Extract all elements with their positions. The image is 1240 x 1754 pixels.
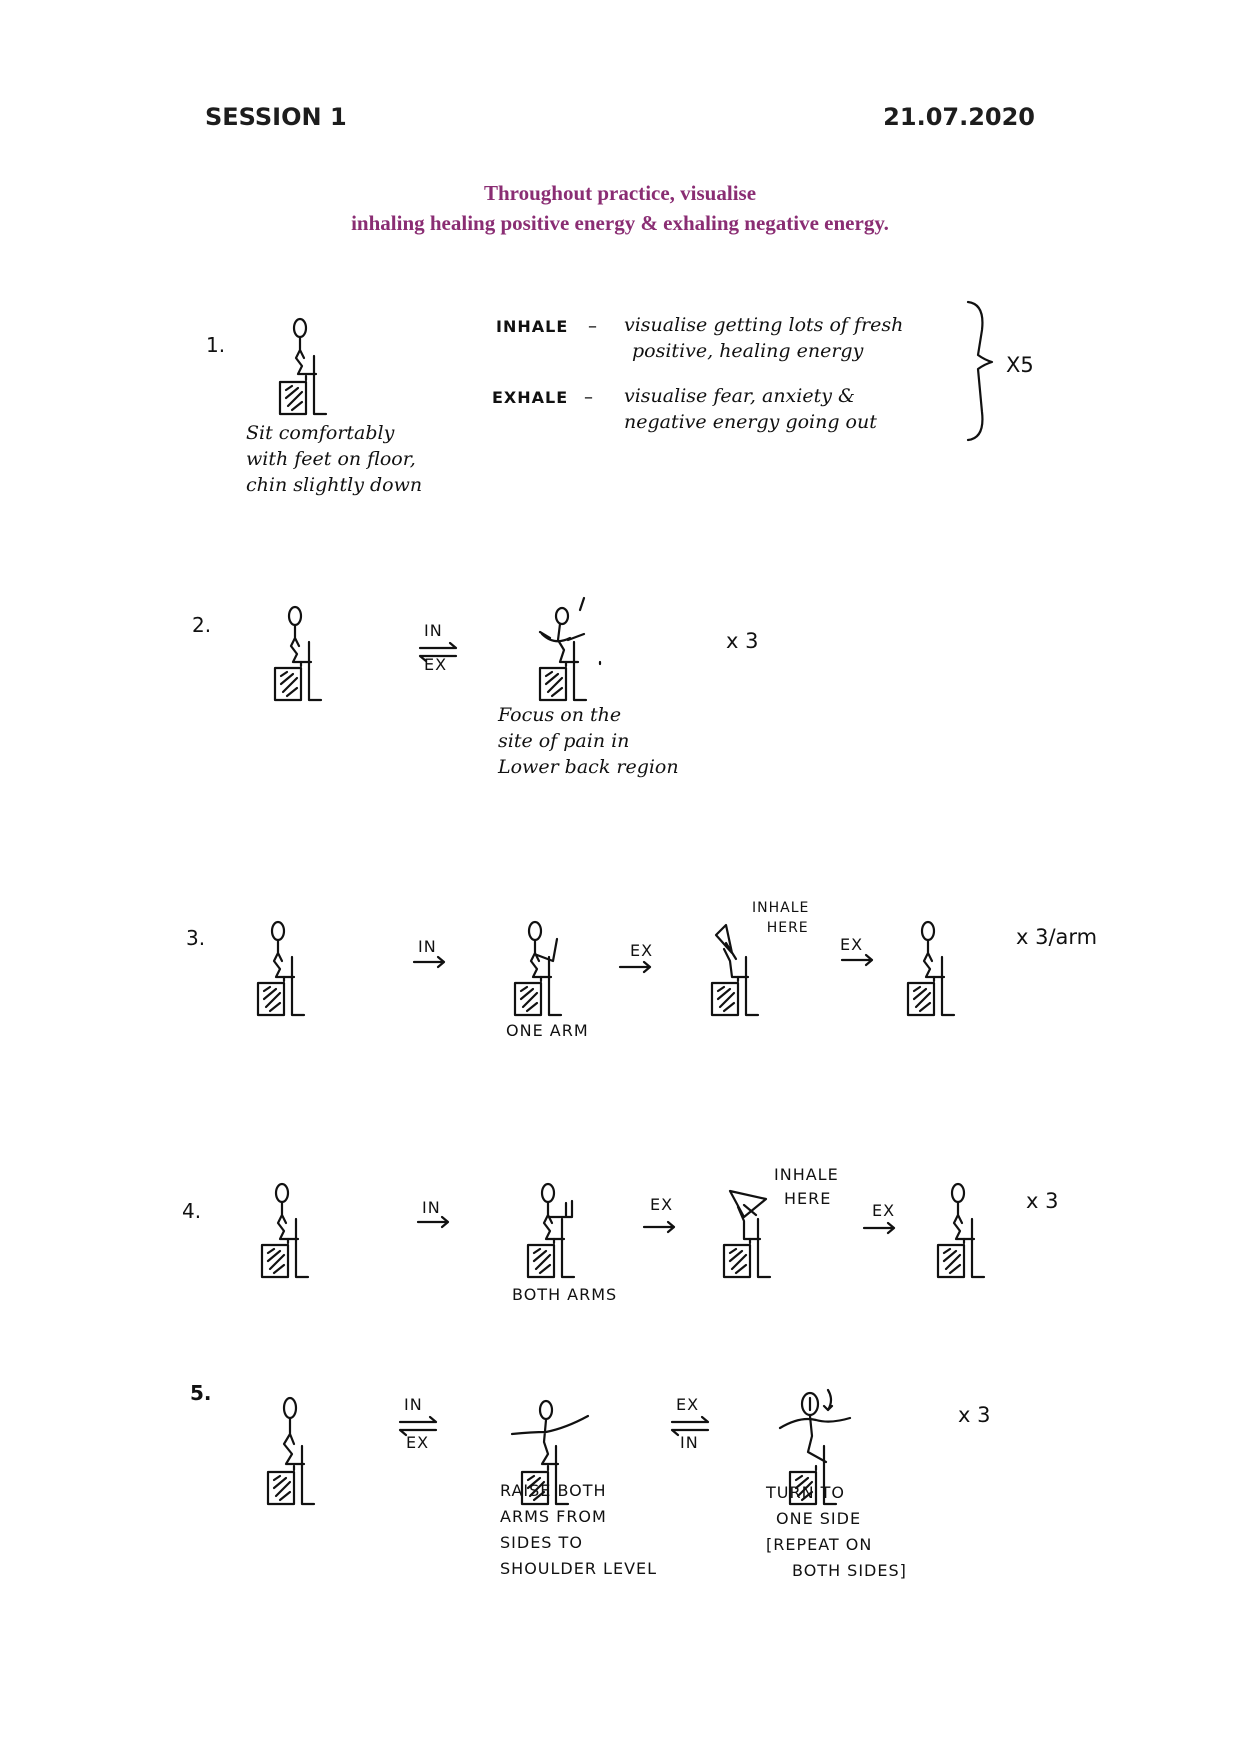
step1-caption <box>246 420 422 498</box>
session-date: 21.07.2020 <box>883 103 1035 131</box>
step1-brace <box>968 302 992 440</box>
step3-figure-3 <box>712 925 758 1015</box>
step3-count: x 3/arm <box>1016 925 1098 949</box>
intro-line-2: inhaling healing positive energy & exhaling negative energy. <box>351 211 889 235</box>
step1-caption-line: Sit comfortably <box>246 422 395 444</box>
step4-inhale-here-line: HERE <box>784 1189 832 1208</box>
step2-count: x 3 <box>726 629 759 653</box>
step5-arrow-2-ex: EX <box>676 1395 700 1414</box>
step1-inhale-text <box>624 312 903 364</box>
step5-caption-raise-line: RAISE BOTH <box>500 1481 607 1500</box>
step3-figure-2 <box>515 922 561 1015</box>
step1-exhale-label: EXHALE <box>492 388 569 407</box>
step4-arrow-2 <box>644 1222 674 1232</box>
step4-arrow-in: IN <box>422 1198 441 1217</box>
step4-figure-1 <box>262 1184 308 1277</box>
step4-inhale-here <box>774 1163 839 1211</box>
step1-caption-line: with feet on floor, <box>246 448 416 470</box>
step5-caption-raise-line: SIDES TO <box>500 1533 583 1552</box>
step5-caption-raise-line: ARMS FROM <box>500 1507 607 1526</box>
step1-inhale-label: INHALE <box>496 317 569 336</box>
step3-number: 3. <box>186 926 206 950</box>
step4-arrow-ex-2: EX <box>872 1201 896 1220</box>
step5-arrow-1-in: IN <box>404 1395 423 1414</box>
step1-inhale-line: positive, healing energy <box>632 340 864 362</box>
step4-number: 4. <box>182 1199 202 1223</box>
intro-line-1: Throughout practice, visualise <box>483 181 757 205</box>
step1-count: X5 <box>1006 353 1034 377</box>
step4-figure-4 <box>938 1184 984 1277</box>
step5-caption-turn-line: BOTH SIDES] <box>792 1561 907 1580</box>
step3-figure-1 <box>258 922 304 1015</box>
step2-caption-line: Lower back region <box>498 756 679 778</box>
step3-arrow-ex-1: EX <box>630 941 654 960</box>
step5-caption-turn <box>766 1480 907 1584</box>
step2-arrow-in: IN <box>424 621 443 640</box>
step5-caption-turn-line: [REPEAT ON <box>766 1535 873 1554</box>
step4-count: x 3 <box>1026 1189 1059 1213</box>
step5-figure-1 <box>268 1398 314 1504</box>
step2-caption-line: site of pain in <box>498 730 630 752</box>
step4-figure-3 <box>724 1191 770 1277</box>
step3-inhale-here-line: INHALE <box>752 900 810 916</box>
step5-arrow-1-ex: EX <box>406 1433 430 1452</box>
step3-caption: ONE ARM <box>506 1021 589 1040</box>
step2-caption <box>498 702 679 780</box>
step4-arrow-3 <box>864 1223 894 1233</box>
step1-inhale-dash: – <box>588 316 597 337</box>
step4-inhale-here-line: INHALE <box>774 1165 839 1184</box>
step3-inhale-here <box>752 898 809 938</box>
step4-arrow-ex-1: EX <box>650 1195 674 1214</box>
step5-caption-turn-line: TURN TO <box>766 1483 846 1502</box>
step1-number: 1. <box>206 333 226 357</box>
step3-arrow-in: IN <box>418 937 437 956</box>
step5-caption-raise <box>500 1478 657 1582</box>
step2-number: 2. <box>192 613 212 637</box>
step5-caption-raise-line: SHOULDER LEVEL <box>500 1559 658 1578</box>
step1-exhale-line: negative energy going out <box>624 411 877 433</box>
step1-exhale-dash: – <box>584 387 593 408</box>
step5-count: x 3 <box>958 1403 991 1427</box>
step5-caption-turn-line: ONE SIDE <box>776 1509 862 1528</box>
step1-caption-line: chin slightly down <box>246 474 423 496</box>
session-title: SESSION 1 <box>205 103 347 131</box>
step1-exhale-line: visualise fear, anxiety & <box>624 385 855 407</box>
step3-figure-4 <box>908 922 954 1015</box>
step5-number: 5. <box>190 1381 212 1405</box>
step2-arrow-ex: EX <box>424 655 448 674</box>
step2-caption-line: Focus on the <box>498 704 622 726</box>
step1-exhale-text <box>624 383 877 435</box>
step4-figure-2 <box>528 1184 574 1277</box>
step4-caption: BOTH ARMS <box>512 1285 618 1304</box>
step3-arrow-ex-2: EX <box>840 935 864 954</box>
step2-figure-arch <box>540 598 600 700</box>
step2-figure-rest <box>275 607 321 700</box>
step3-inhale-here-line: HERE <box>766 920 809 936</box>
step1-figure <box>280 319 326 414</box>
step5-arrow-2-in: IN <box>680 1433 699 1452</box>
step1-inhale-line: visualise getting lots of fresh <box>624 314 904 336</box>
